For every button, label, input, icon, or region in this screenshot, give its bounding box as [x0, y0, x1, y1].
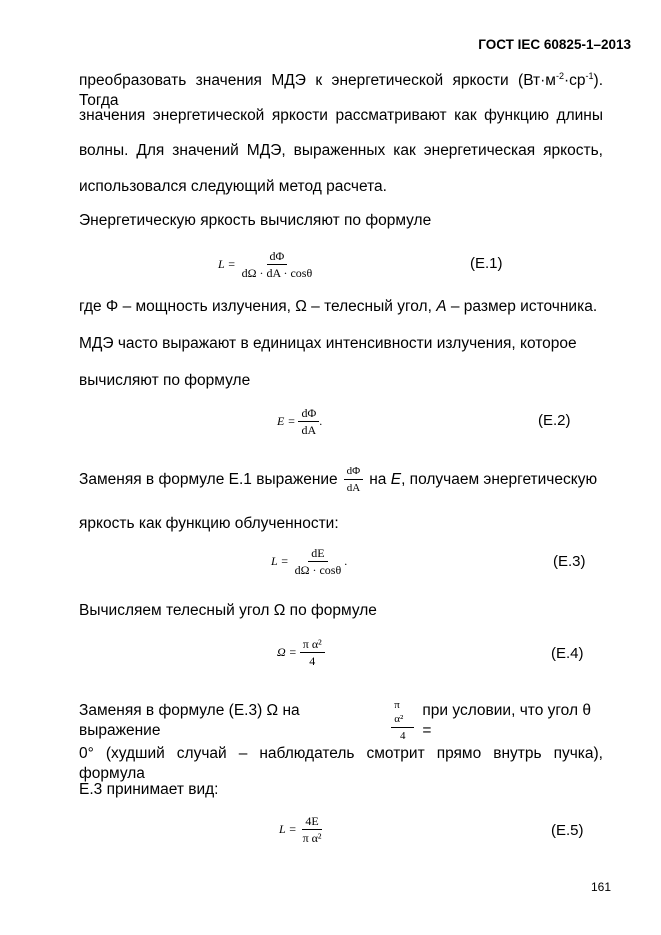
- paragraph-line: Заменяя в формуле Е.1 выражение $\frac{d\Phi}{dA}$ на E , получаем энергетическую: [79, 465, 598, 494]
- inline-fraction: $\frac{\text{π α²}}{4}$: [391, 698, 414, 743]
- equation-label: (Е.2): [538, 412, 571, 429]
- inline-fraction: $\frac{d\Phi}{dA}$: [344, 464, 364, 495]
- paragraph-line: вычисляют по формуле: [79, 372, 251, 389]
- standard-header: ГОСТ IEC 60825-1–2013: [478, 37, 631, 52]
- equation-label: (Е.4): [551, 645, 584, 662]
- paragraph-line: волны. Для значений МДЭ, выраженных как энергетическая яркость,: [79, 142, 603, 159]
- page-number: 161: [590, 880, 611, 894]
- paragraph-line: Вычисляем телесный угол Ω по формуле: [79, 602, 377, 619]
- equation-label: (Е.1): [470, 255, 503, 272]
- equation-e3: L = $\frac{dE}{d\Omega \cdot \cos\theta}$ .: [271, 546, 348, 577]
- paragraph-line: 0° (худший случай – наблюдатель смотрит прямо внутрь пучка), формула: [79, 745, 603, 782]
- paragraph-line: где Φ – мощность излучения, Ω – телесный угол, A – размер источника.: [79, 298, 598, 315]
- paragraph-line: значения энергетической яркости рассматривают как функцию длины: [79, 107, 603, 124]
- equation-e2: E = $\frac{d\Phi}{dA}$ .: [277, 406, 323, 437]
- equation-label: (Е.5): [551, 822, 584, 839]
- paragraph-line: Е.3 принимает вид:: [79, 781, 219, 798]
- equation-e1: L = $\frac{d\Phi}{d\Omega \cdot dA \cdot \cos\theta}$: [218, 249, 313, 280]
- equation-e4: Ω = $\frac{\text{π α²}}{4}$: [277, 637, 325, 668]
- equation-label: (Е.3): [553, 553, 586, 570]
- paragraph-line: МДЭ часто выражают в единицах интенсивности излучения, которое: [79, 335, 577, 352]
- equation-e5: L = $\frac{4E}{\text{π α²}}$: [279, 814, 322, 845]
- paragraph-line: Заменяя в формуле (Е.3) Ω на выражение $\frac{\text{π α²}}{4}$ при условии, что угол θ =: [79, 699, 591, 742]
- paragraph-line: использовался следующий метод расчета.: [79, 178, 387, 195]
- paragraph-line: преобразовать значения МДЭ к энергетической яркости $(Вт\cdot м^{-2}\cdot ср^{-1})$. Тогда: [79, 71, 603, 110]
- paragraph-line: Энергетическую яркость вычисляют по формуле: [79, 212, 432, 229]
- paragraph-line: яркость как функцию облученности:: [79, 515, 339, 532]
